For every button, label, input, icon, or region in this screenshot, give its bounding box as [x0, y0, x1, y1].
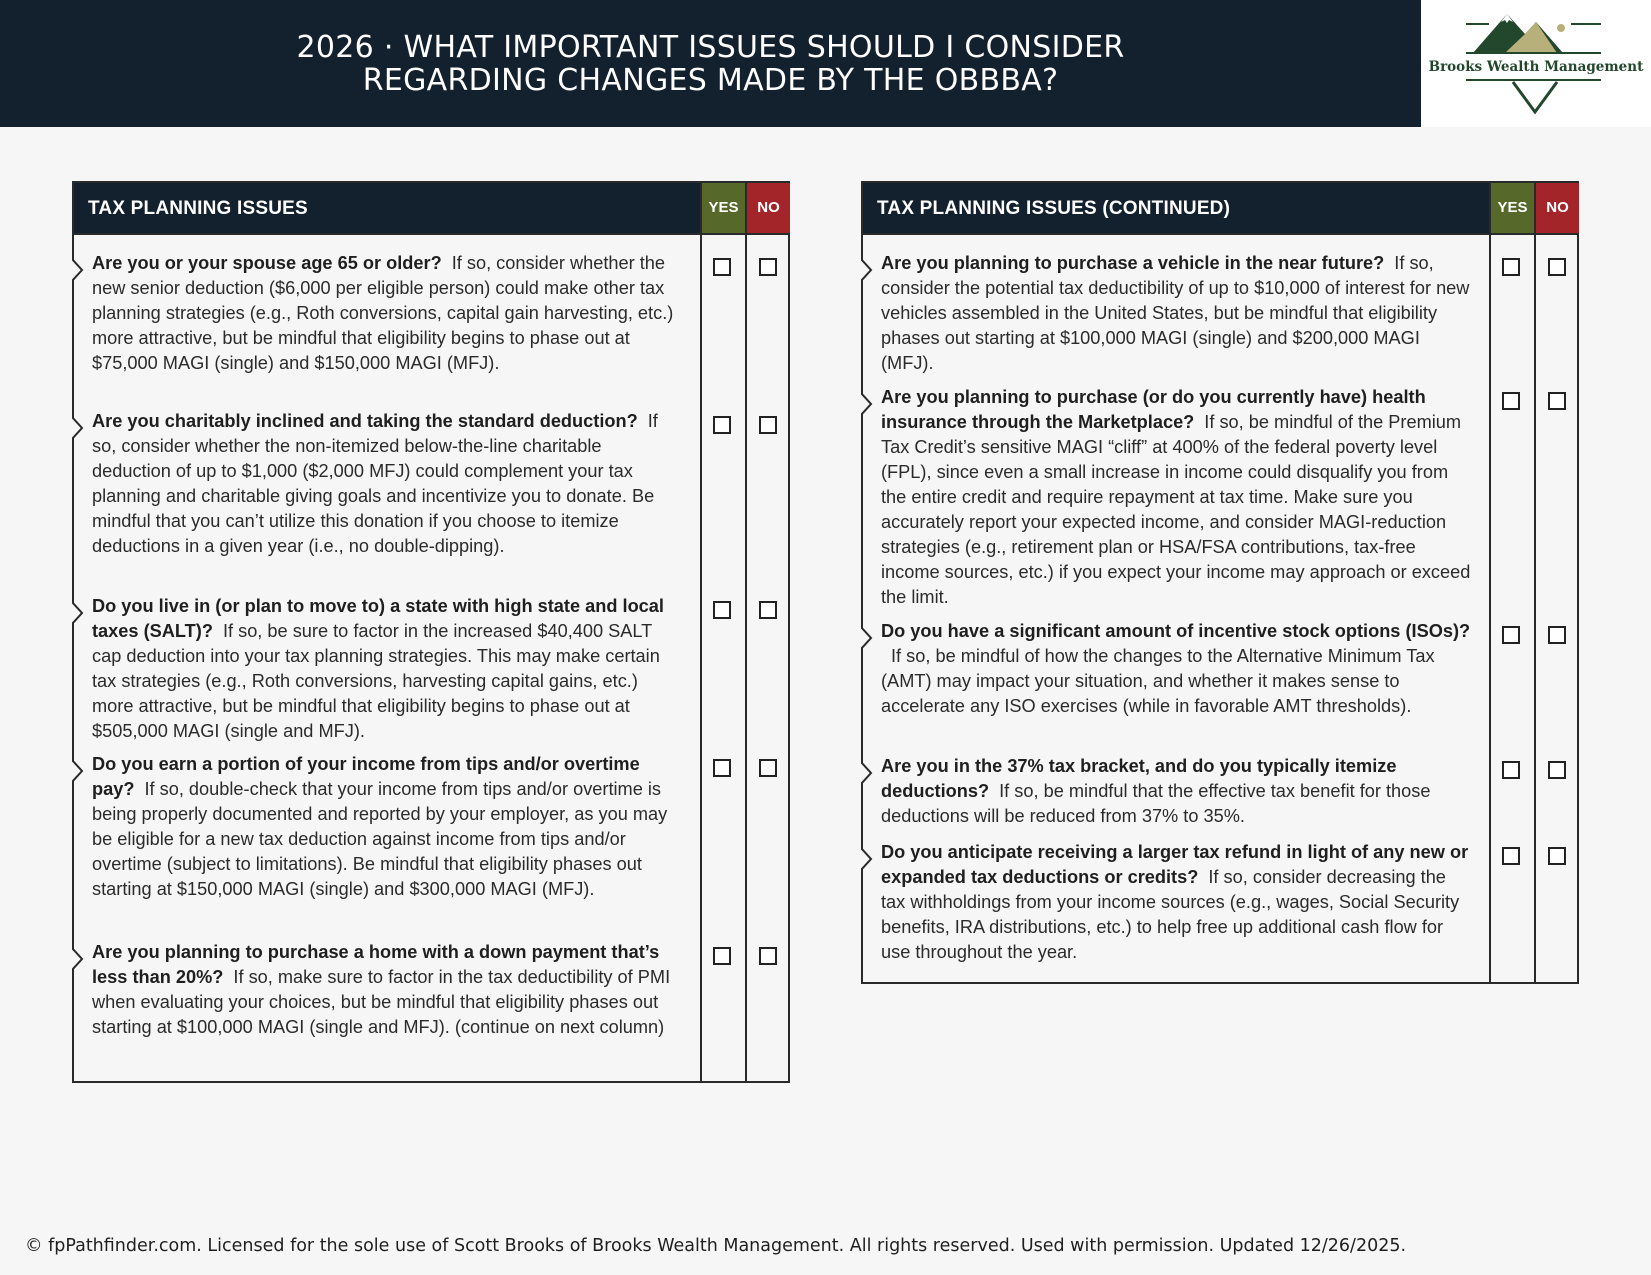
- item-text: [881, 840, 1471, 965]
- yes-label: YES: [708, 199, 739, 216]
- yes-checkbox[interactable]: [713, 759, 731, 777]
- item-question: Do you live in (or plan to move to) a state with high state and local taxes (SALT)?: [92, 596, 664, 641]
- item-question: Do you anticipate receiving a larger tax refund in light of any new or expanded tax deductions or credits?: [881, 842, 1469, 887]
- item-text: [92, 594, 682, 744]
- no-checkbox[interactable]: [759, 759, 777, 777]
- item-text: [92, 251, 682, 376]
- item-detail: If so, be mindful of how the changes to the Alternative Minimum Tax (AMT) may impact your situation, and whether it makes sense to accelerate any ISO exercises (while in favorable AMT thresholds).: [881, 646, 1435, 716]
- item-text: [92, 752, 682, 902]
- chevron-right-icon: [861, 259, 873, 281]
- item-question: Are you charitably inclined and taking the standard deduction?: [92, 411, 638, 431]
- yes-label: YES: [1497, 199, 1528, 216]
- panel-body: [863, 235, 1577, 982]
- no-checkbox[interactable]: [1548, 258, 1566, 276]
- item-question: Are you planning to purchase a home with a down payment that’s less than 20%?: [92, 942, 660, 987]
- item-detail: If so, be mindful of the Premium Tax Credit’s sensitive MAGI “cliff” at 400% of the federal poverty level (FPL), since even a small increase in income could disqualify you from the entire credit and require repayment at tax time. Make sure you accurately report your expected income, and consider MAGI-reduction strategies (e.g., retirement plan or HSA/FSA contributions, tax-free income sources, etc.) if you expect your income may approach or exceed the limit.: [881, 412, 1471, 607]
- item-detail: If so, consider whether the non-itemized below-the-line charitable deduction of up to $1,000 ($2,000 MFJ) could complement your tax planning and charitable giving goals and incentivize you to donate. Be mindful that you can’t utilize this donation if you choose to itemize deductions in a given year (i.e., no double-dipping).: [92, 411, 658, 556]
- yes-checkbox[interactable]: [1502, 392, 1520, 410]
- company-logo: [1421, 0, 1651, 127]
- no-column-header: [745, 183, 790, 233]
- item-detail: If so, consider the potential tax deductibility of up to $10,000 of interest for new vehicles assembled in the United States, but be mindful that eligibility phases out starting at $100,000 MAGI (single) and $200,000 MAGI (MFJ).: [881, 253, 1470, 373]
- logo-text: Brooks Wealth Management: [1428, 59, 1644, 75]
- no-checkbox[interactable]: [759, 601, 777, 619]
- item-question: Are you in the 37% tax bracket, and do you typically itemize deductions?: [881, 756, 1397, 801]
- item-text: [881, 385, 1471, 610]
- chevron-right-icon: [861, 762, 873, 784]
- yes-checkbox[interactable]: [1502, 626, 1520, 644]
- yes-checkbox[interactable]: [1502, 258, 1520, 276]
- no-column: [1534, 235, 1579, 982]
- item-text: [92, 940, 682, 1040]
- page-header: [0, 0, 1421, 127]
- item-text: [881, 754, 1471, 829]
- chevron-right-icon: [72, 417, 84, 439]
- panel-header: [863, 183, 1577, 235]
- panel-title: TAX PLANNING ISSUES (CONTINUED): [877, 198, 1231, 219]
- item-detail: If so, be mindful that the effective tax benefit for those deductions will be reduced from 37% to 35%.: [881, 781, 1431, 826]
- no-checkbox[interactable]: [759, 258, 777, 276]
- chevron-right-icon: [861, 848, 873, 870]
- panel-title: TAX PLANNING ISSUES: [88, 198, 308, 219]
- yes-checkbox[interactable]: [713, 258, 731, 276]
- yes-column-header: [1489, 183, 1534, 233]
- yes-checkbox[interactable]: [713, 601, 731, 619]
- no-checkbox[interactable]: [759, 947, 777, 965]
- item-text: [881, 619, 1471, 719]
- no-checkbox[interactable]: [1548, 847, 1566, 865]
- no-checkbox[interactable]: [1548, 392, 1566, 410]
- item-question: Are you planning to purchase (or do you currently have) health insurance through the Marketplace?: [881, 387, 1426, 432]
- no-label: NO: [1546, 199, 1569, 216]
- no-column-header: [1534, 183, 1579, 233]
- chevron-right-icon: [861, 393, 873, 415]
- item-text: [881, 251, 1471, 376]
- yes-checkbox[interactable]: [1502, 847, 1520, 865]
- item-detail: If so, make sure to factor in the tax deductibility of PMI when evaluating your choices, but be mindful that eligibility phases out starting at $100,000 MAGI (single and MFJ). (continue on next column): [92, 967, 671, 1037]
- chevron-right-icon: [72, 259, 84, 281]
- chevron-right-icon: [72, 760, 84, 782]
- no-checkbox[interactable]: [1548, 761, 1566, 779]
- chevron-right-icon: [861, 627, 873, 649]
- yes-checkbox[interactable]: [1502, 761, 1520, 779]
- item-text: [92, 409, 682, 559]
- no-checkbox[interactable]: [759, 416, 777, 434]
- tax-planning-issues-continued-panel: [861, 181, 1579, 984]
- chevron-right-icon: [72, 602, 84, 624]
- item-question: Are you or your spouse age 65 or older?: [92, 253, 442, 273]
- yes-checkbox[interactable]: [713, 947, 731, 965]
- item-detail: If so, consider decreasing the tax withholdings from your income sources (e.g., wages, Social Security benefits, IRA distributions, etc.) to help free up additional cash flow for use throughout the year.: [881, 867, 1460, 962]
- copyright-footer: © fpPathfinder.com. Licensed for the sole use of Scott Brooks of Brooks Wealth Management. All rights reserved. Used with permission. Updated 12/26/2025.: [25, 1236, 1407, 1256]
- item-detail: If so, double-check that your income from tips and/or overtime is being properly documented and reported by your employer, as you may be eligible for a new tax deduction against income from tips and/or overtime (subject to limitations). Be mindful that eligibility phases out starting at $150,000 MAGI (single) and $300,000 MAGI (MFJ).: [92, 779, 668, 899]
- item-detail: If so, be sure to factor in the increased $40,400 SALT cap deduction into your tax planning strategies. This may make certain tax strategies (e.g., Roth conversions, harvesting capital gains, etc.) more attractive, but be mindful that eligibility begins to phase out at $505,000 MAGI (single and MFJ).: [92, 621, 660, 741]
- yes-column-header: [700, 183, 745, 233]
- panel-header: [74, 183, 788, 235]
- item-question: Do you earn a portion of your income from tips and/or overtime pay?: [92, 754, 640, 799]
- item-question: Are you planning to purchase a vehicle in the near future?: [881, 253, 1385, 273]
- item-detail: If so, consider whether the new senior deduction ($6,000 per eligible person) could make other tax planning strategies (e.g., Roth conversions, capital gain harvesting, etc.) more attractive, but be mindful that eligibility begins to phase out at $75,000 MAGI (single) and $150,000 MAGI (MFJ).: [92, 253, 674, 373]
- yes-checkbox[interactable]: [713, 416, 731, 434]
- panel-body: [74, 235, 788, 1081]
- item-question: Do you have a significant amount of incentive stock options (ISOs)?: [881, 621, 1471, 641]
- no-label: NO: [757, 199, 780, 216]
- no-checkbox[interactable]: [1548, 626, 1566, 644]
- tax-planning-issues-panel: [72, 181, 790, 1083]
- page-title-line-2: REGARDING CHANGES MADE BY THE OBBBA?: [362, 62, 1059, 98]
- page-title-line-1: 2026 · WHAT IMPORTANT ISSUES SHOULD I CONSIDER: [296, 29, 1125, 65]
- chevron-right-icon: [72, 948, 84, 970]
- yes-column: [1489, 235, 1534, 982]
